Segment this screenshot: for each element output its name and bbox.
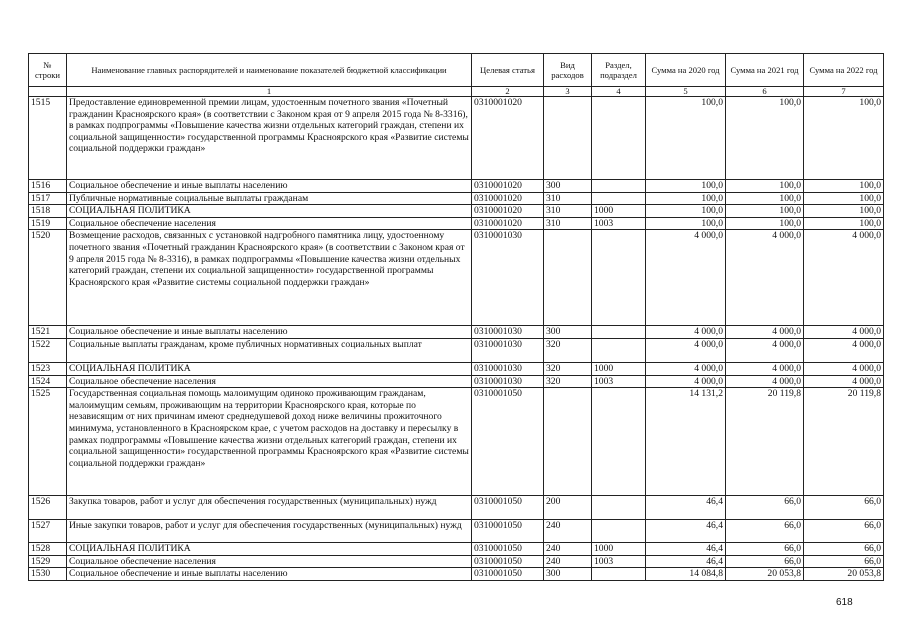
sum-2021: 4 000,0 — [726, 375, 804, 388]
sum-2022: 100,0 — [804, 217, 884, 230]
sum-2021: 100,0 — [726, 180, 804, 193]
target-article: 0310001030 — [472, 375, 544, 388]
expense-type: 310 — [544, 192, 592, 205]
expense-type: 240 — [544, 520, 592, 543]
expense-type — [544, 97, 592, 180]
section: 1003 — [592, 217, 646, 230]
col-header-vid: Вид расходов — [544, 54, 592, 87]
row-name: Публичные нормативные социальные выплаты гражданам — [67, 192, 472, 205]
sum-2021: 66,0 — [726, 543, 804, 556]
table-row — [29, 97, 884, 180]
sum-2021: 100,0 — [726, 192, 804, 205]
col-header-name: Наименование главных распорядителей и наименование показателей бюджетной классификации — [67, 54, 472, 87]
row-name: Социальное обеспечение населения — [67, 555, 472, 568]
section — [592, 180, 646, 193]
sum-2021: 100,0 — [726, 97, 804, 180]
sum-2022: 100,0 — [804, 192, 884, 205]
table-row — [29, 555, 884, 568]
section: 1000 — [592, 362, 646, 375]
expense-type: 310 — [544, 217, 592, 230]
sum-2022: 4 000,0 — [804, 362, 884, 375]
target-article: 0310001050 — [472, 496, 544, 520]
col-number: 1 — [67, 87, 472, 97]
row-number: 1529 — [29, 555, 67, 568]
table-row — [29, 217, 884, 230]
sum-2022: 20 119,8 — [804, 388, 884, 496]
col-number: 2 — [472, 87, 544, 97]
target-article: 0310001050 — [472, 543, 544, 556]
col-header-no: № строки — [29, 54, 67, 87]
table-row — [29, 326, 884, 339]
table-row — [29, 543, 884, 556]
row-number: 1528 — [29, 543, 67, 556]
target-article: 0310001050 — [472, 520, 544, 543]
col-header-code: Целевая статья — [472, 54, 544, 87]
row-number: 1521 — [29, 326, 67, 339]
target-article: 0310001050 — [472, 555, 544, 568]
sum-2021: 4 000,0 — [726, 326, 804, 339]
sum-2020: 100,0 — [646, 192, 726, 205]
row-name: СОЦИАЛЬНАЯ ПОЛИТИКА — [67, 205, 472, 218]
col-number: 4 — [592, 87, 646, 97]
table-row — [29, 205, 884, 218]
row-number: 1519 — [29, 217, 67, 230]
target-article: 0310001020 — [472, 217, 544, 230]
sum-2022: 4 000,0 — [804, 338, 884, 362]
expense-type: 310 — [544, 205, 592, 218]
target-article: 0310001030 — [472, 338, 544, 362]
col-header-sum-2021: Сумма на 2021 год — [726, 54, 804, 87]
row-name: Социальное обеспечение и иные выплаты населению — [67, 326, 472, 339]
section: 1000 — [592, 205, 646, 218]
expense-type: 300 — [544, 568, 592, 581]
section: 1003 — [592, 555, 646, 568]
section: 1003 — [592, 375, 646, 388]
section — [592, 338, 646, 362]
row-name: Государственная социальная помощь малоимущим одиноко проживающим гражданам, малоимущим семьям, проживающим на территории Красноярского края, которые по независящим от них причинам имеют среднедушевой доход ниже величины прожиточного минимума, установленного в Красноярском крае, с учетом расходов на доставку и пересылку в рамках подпрограммы «Повышение качества жизни отдельных категорий граждан, степени их социальной защищенности» государственной программы Красноярского края «Развитие системы социальной поддержки граждан» — [67, 388, 472, 496]
header-row — [29, 54, 884, 87]
sum-2022: 66,0 — [804, 543, 884, 556]
col-header-sum-2022: Сумма на 2022 год — [804, 54, 884, 87]
sum-2022: 4 000,0 — [804, 230, 884, 326]
target-article: 0310001030 — [472, 230, 544, 326]
sum-2020: 100,0 — [646, 205, 726, 218]
col-number — [29, 87, 67, 97]
table-row — [29, 496, 884, 520]
row-name: Предоставление единовременной премии лицам, удостоенным почетного звания «Почетный гражданин Красноярского края» (в соответствии с Законом края от 9 апреля 2015 года № 8-3316), в рамках подпрограммы «Повышение качества жизни отдельных категорий граждан, степени их социальной защищенности» государственной программы Красноярского края «Развитие системы социальной поддержки граждан» — [67, 97, 472, 180]
sum-2020: 100,0 — [646, 217, 726, 230]
table-row — [29, 388, 884, 496]
expense-type: 200 — [544, 496, 592, 520]
expense-type: 320 — [544, 338, 592, 362]
sum-2020: 14 084,8 — [646, 568, 726, 581]
expense-type: 320 — [544, 362, 592, 375]
row-name: Социальное обеспечение и иные выплаты населению — [67, 180, 472, 193]
expense-type: 320 — [544, 375, 592, 388]
row-number: 1522 — [29, 338, 67, 362]
expense-type — [544, 388, 592, 496]
section — [592, 568, 646, 581]
sum-2020: 46,4 — [646, 555, 726, 568]
row-number: 1518 — [29, 205, 67, 218]
row-name: Социальное обеспечение населения — [67, 217, 472, 230]
expense-type: 300 — [544, 326, 592, 339]
section: 1000 — [592, 543, 646, 556]
target-article: 0310001030 — [472, 326, 544, 339]
section — [592, 230, 646, 326]
target-article: 0310001050 — [472, 568, 544, 581]
sum-2022: 4 000,0 — [804, 326, 884, 339]
sum-2021: 100,0 — [726, 217, 804, 230]
sum-2021: 66,0 — [726, 555, 804, 568]
table-row — [29, 192, 884, 205]
column-number-row — [29, 87, 884, 97]
table-row — [29, 230, 884, 326]
row-number: 1525 — [29, 388, 67, 496]
row-number: 1523 — [29, 362, 67, 375]
page-number: 618 — [836, 597, 853, 608]
section — [592, 388, 646, 496]
table-row — [29, 520, 884, 543]
target-article: 0310001020 — [472, 180, 544, 193]
sum-2020: 46,4 — [646, 543, 726, 556]
sum-2022: 66,0 — [804, 496, 884, 520]
row-number: 1520 — [29, 230, 67, 326]
section — [592, 192, 646, 205]
table-row — [29, 362, 884, 375]
sum-2022: 66,0 — [804, 520, 884, 543]
target-article: 0310001020 — [472, 205, 544, 218]
row-number: 1517 — [29, 192, 67, 205]
row-number: 1516 — [29, 180, 67, 193]
col-number: 7 — [804, 87, 884, 97]
sum-2022: 20 053,8 — [804, 568, 884, 581]
row-name: СОЦИАЛЬНАЯ ПОЛИТИКА — [67, 362, 472, 375]
sum-2022: 100,0 — [804, 97, 884, 180]
row-number: 1530 — [29, 568, 67, 581]
sum-2020: 4 000,0 — [646, 338, 726, 362]
sum-2021: 20 053,8 — [726, 568, 804, 581]
col-header-sum-2020: Сумма на 2020 год — [646, 54, 726, 87]
section — [592, 520, 646, 543]
row-number: 1526 — [29, 496, 67, 520]
sum-2021: 20 119,8 — [726, 388, 804, 496]
section — [592, 496, 646, 520]
sum-2022: 100,0 — [804, 180, 884, 193]
row-name: Возмещение расходов, связанных с установкой надгробного памятника лицу, удостоенному почетного звания «Почетный гражданин Красноярского края» (в соответствии с Законом края от 9 апреля 2015 года № 8-3316), в рамках подпрограммы «Повышение качества жизни отдельных категорий граждан, степени их социальной защищенности» государственной программы Красноярского края «Развитие системы социальной поддержки граждан» — [67, 230, 472, 326]
row-number: 1524 — [29, 375, 67, 388]
sum-2020: 100,0 — [646, 97, 726, 180]
table-row — [29, 375, 884, 388]
sum-2021: 66,0 — [726, 496, 804, 520]
sum-2020: 100,0 — [646, 180, 726, 193]
expense-type — [544, 230, 592, 326]
sum-2020: 4 000,0 — [646, 326, 726, 339]
expense-type: 240 — [544, 555, 592, 568]
sum-2020: 14 131,2 — [646, 388, 726, 496]
target-article: 0310001030 — [472, 362, 544, 375]
table-row — [29, 338, 884, 362]
sum-2020: 46,4 — [646, 520, 726, 543]
target-article: 0310001050 — [472, 388, 544, 496]
sum-2020: 46,4 — [646, 496, 726, 520]
col-number: 5 — [646, 87, 726, 97]
col-number: 6 — [726, 87, 804, 97]
sum-2021: 4 000,0 — [726, 362, 804, 375]
section — [592, 97, 646, 180]
sum-2020: 4 000,0 — [646, 362, 726, 375]
sum-2021: 4 000,0 — [726, 338, 804, 362]
sum-2020: 4 000,0 — [646, 230, 726, 326]
row-name: Социальное обеспечение и иные выплаты населению — [67, 568, 472, 581]
col-number: 3 — [544, 87, 592, 97]
row-name: СОЦИАЛЬНАЯ ПОЛИТИКА — [67, 543, 472, 556]
sum-2022: 66,0 — [804, 555, 884, 568]
row-number: 1515 — [29, 97, 67, 180]
row-number: 1527 — [29, 520, 67, 543]
sum-2021: 4 000,0 — [726, 230, 804, 326]
table-row — [29, 568, 884, 581]
table-row — [29, 180, 884, 193]
expense-type: 300 — [544, 180, 592, 193]
sum-2022: 100,0 — [804, 205, 884, 218]
sum-2021: 66,0 — [726, 520, 804, 543]
col-header-razdel: Раздел, подраздел — [592, 54, 646, 87]
target-article: 0310001020 — [472, 192, 544, 205]
budget-table — [28, 53, 884, 581]
target-article: 0310001020 — [472, 97, 544, 180]
sum-2022: 4 000,0 — [804, 375, 884, 388]
sum-2020: 4 000,0 — [646, 375, 726, 388]
row-name: Социальные выплаты гражданам, кроме публичных нормативных социальных выплат — [67, 338, 472, 362]
section — [592, 326, 646, 339]
row-name: Иные закупки товаров, работ и услуг для обеспечения государственных (муниципальных) нужд — [67, 520, 472, 543]
expense-type: 240 — [544, 543, 592, 556]
row-name: Закупка товаров, работ и услуг для обеспечения государственных (муниципальных) нужд — [67, 496, 472, 520]
row-name: Социальное обеспечение населения — [67, 375, 472, 388]
sum-2021: 100,0 — [726, 205, 804, 218]
